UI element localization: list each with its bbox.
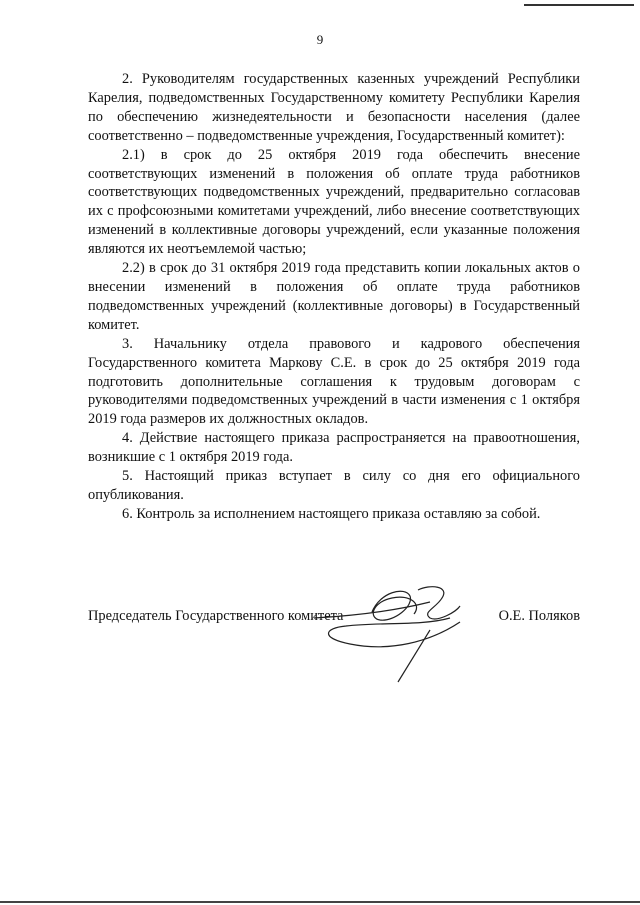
paragraph-4: 4. Действие настоящего приказа распространяется на правоотношения, возникшие с 1 октября 2019 года.: [88, 430, 580, 466]
bottom-edge-line: [0, 901, 640, 903]
signatory-name: О.Е. Поляков: [498, 608, 580, 624]
paragraph-2-2: 2.2) в срок до 31 октября 2019 года представить копии локальных актов о внесении изменений в положения об оплате труда работников подведомственных учреждений (коллективные договоры) в Государственный комитет.: [88, 260, 580, 333]
paragraph-2-1: 2.1) в срок до 25 октября 2019 года обеспечить внесение соответствующих изменений в положения об оплате труда работников соответствующих подведомственных учреждений, предварительно согласовав их с профсоюзными комитетами учреждений, либо внесение соответствующих изменений в коллективные договоры учреждений, если указанные положения являются их неотъемлемой частью;: [88, 146, 580, 258]
paragraph-3: 3. Начальнику отдела правового и кадрового обеспечения Государственного комитета Маркову С.Е. в срок до 25 октября 2019 года подготовить дополнительные соглашения к трудовым договорам с руководителями подведомственных учреждений в части изменения с 1 октября 2019 года размеров их должностных окладов.: [88, 335, 580, 428]
document-body: [88, 70, 580, 524]
paragraph-2: 2. Руководителям государственных казенных учреждений Республики Карелия, подведомственных Государственному комитету Республики Карелия по обеспечению жизнедеятельности и безопасности населения (далее соответственно – подведомственные учреждения, Государственный комитет):: [88, 71, 580, 144]
signatory-title: Председатель Государственного комитета: [88, 608, 344, 624]
paragraph-5: 5. Настоящий приказ вступает в силу со дня его официального опубликования.: [88, 468, 580, 503]
signature-block: [88, 582, 580, 692]
paragraph-6: 6. Контроль за исполнением настоящего приказа оставляю за собой.: [122, 505, 541, 522]
handwritten-signature: [310, 582, 470, 692]
page-number: 9: [316, 32, 324, 47]
top-edge-line: [524, 4, 634, 6]
